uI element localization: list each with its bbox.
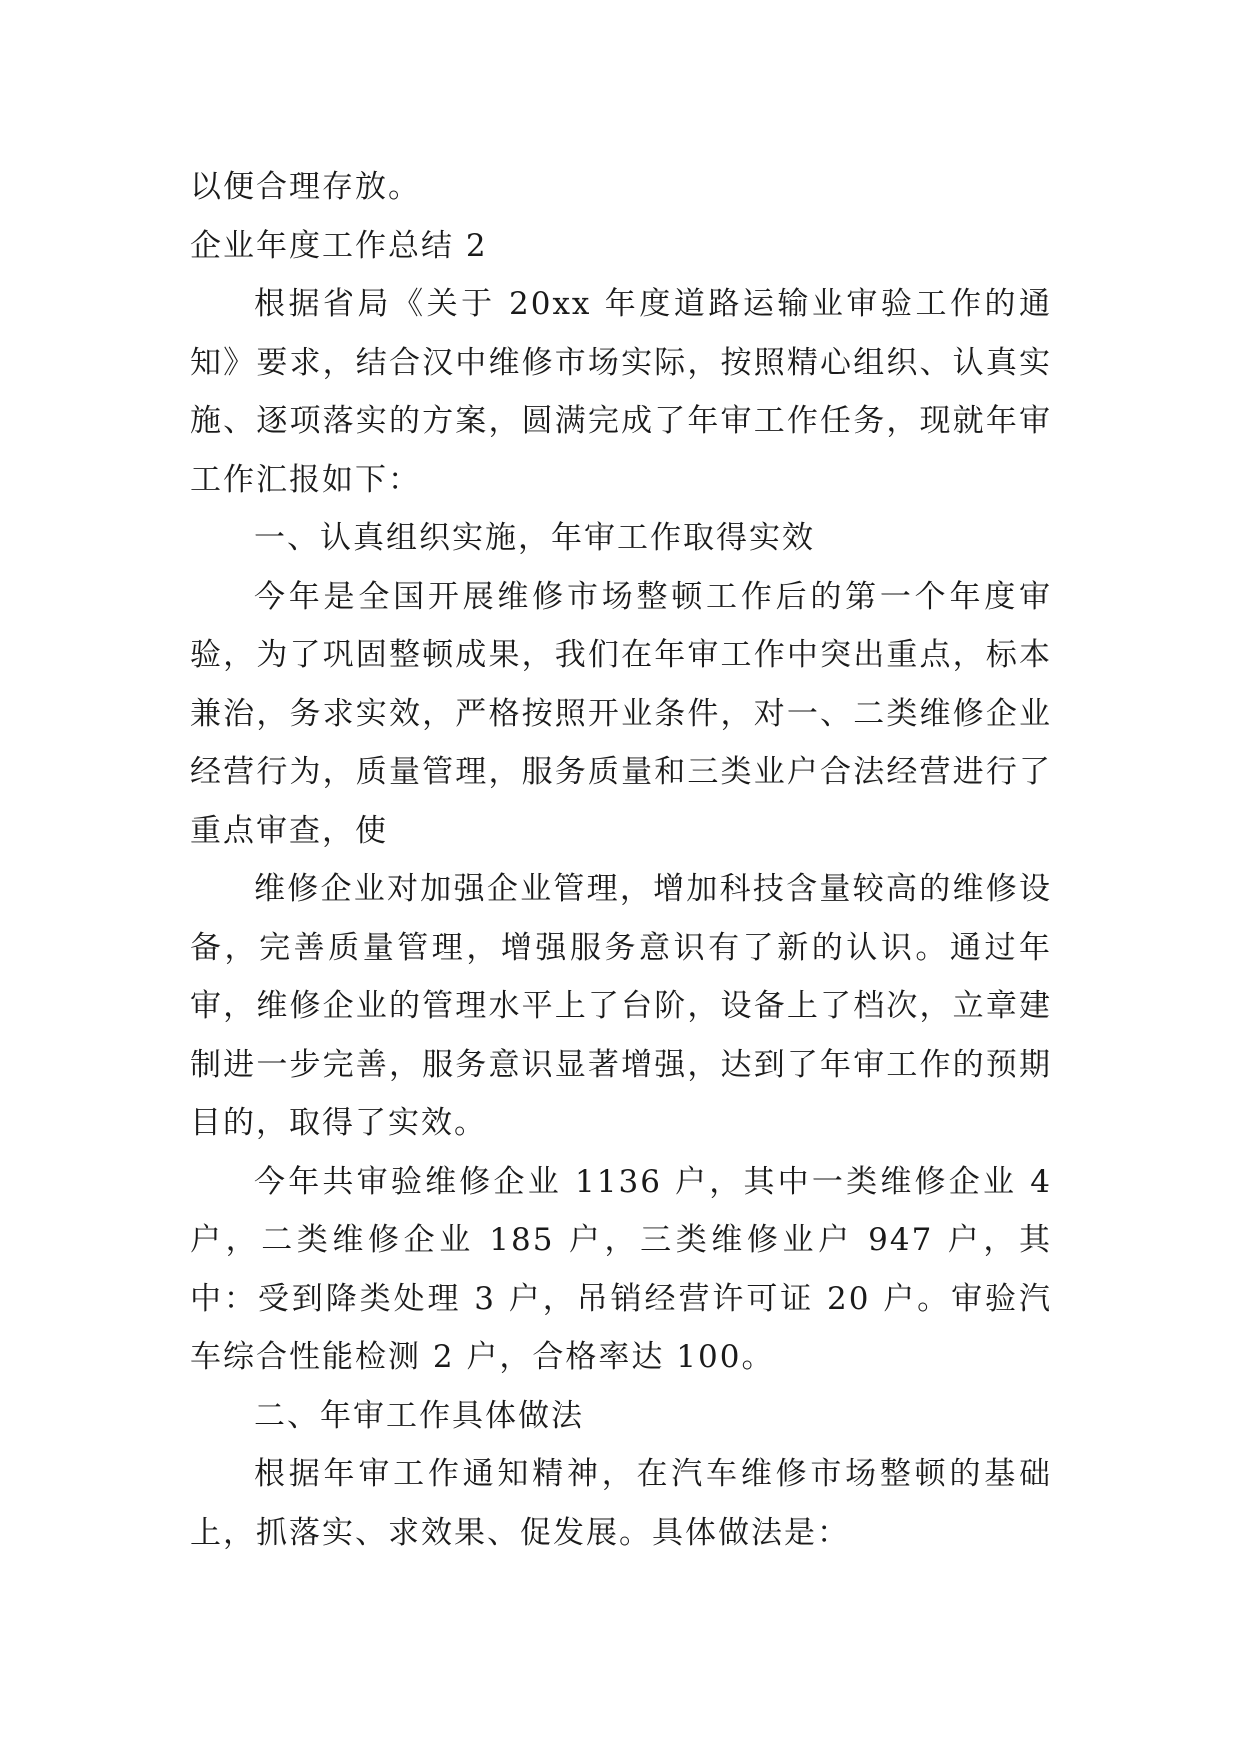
section-title: 企业年度工作总结 2 <box>190 227 488 264</box>
heading-section-one: 一、认真组织实施，年审工作取得实效 <box>254 520 815 556</box>
document-body <box>190 158 1052 1562</box>
paragraph-continuation: 以便合理存放。 <box>190 169 421 205</box>
paragraph-statistics: 今年共审验维修企业 1136 户，其中一类维修企业 4 户，二类维修企业 185 户，三类维修业户 947 户，其中：受到降类处理 3 户，吊销经营许可证 20 户。审验汽车综合性能检测 2 户，合格率达 100。 <box>190 1163 1052 1375</box>
paragraph-methods: 根据年审工作通知精神，在汽车维修市场整顿的基础上，抓落实、求效果、促发展。具体做法是： <box>190 1456 1052 1551</box>
paragraph-review-focus: 今年是全国开展维修市场整顿工作后的第一个年度审验，为了巩固整顿成果，我们在年审工作中突出重点，标本兼治，务求实效，严格按照开业条件，对一、二类维修企业经营行为，质量管理，服务质量和三类业户合法经营进行了重点审查，使 <box>190 578 1052 849</box>
heading-section-two: 二、年审工作具体做法 <box>254 1397 584 1434</box>
paragraph-review-results: 维修企业对加强企业管理，增加科技含量较高的维修设备，完善质量管理，增强服务意识有了新的认识。通过年审，维修企业的管理水平上了台阶，设备上了档次，立章建制进一步完善，服务意识显著增强，达到了年审工作的预期目的，取得了实效。 <box>190 871 1052 1141</box>
paragraph-intro: 根据省局《关于 20xx 年度道路运输业审验工作的通知》要求，结合汉中维修市场实际，按照精心组织、认真实施、逐项落实的方案，圆满完成了年审工作任务，现就年审工作汇报如下： <box>190 286 1052 498</box>
